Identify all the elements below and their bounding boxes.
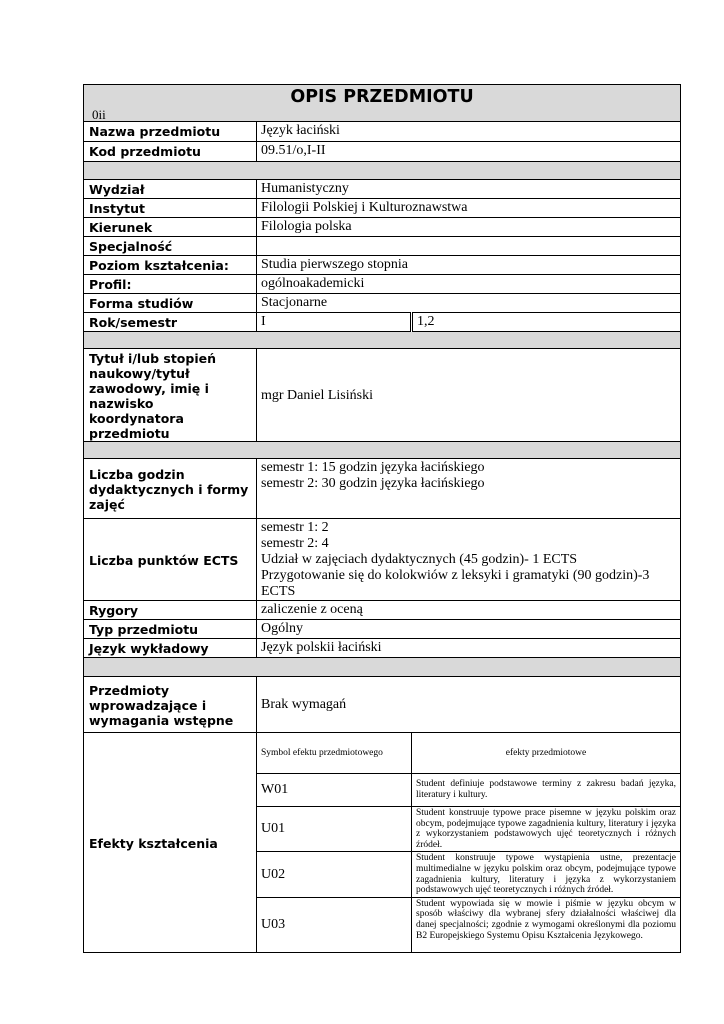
effect-symbol: U03 — [257, 897, 412, 952]
ects-line: semestr 1: 2 — [261, 520, 329, 535]
effect-text: Student konstruuje typowe wystąpienia ustne, prezentacje multimedialne w języku polskim oraz obcym, podejmujące typowe zagadnienia kultury, literatury i języka z wykorzystaniem podstawowych ujęć teoretycznych i różnych źródeł. — [412, 852, 681, 897]
ects-line: Przygotowanie się do kolokwiów z leksyki i gramatyki (90 godzin)-3 ECTS — [261, 568, 650, 599]
value-nazwa: Język łaciński — [257, 122, 681, 142]
value-koordynator: mgr Daniel Lisiński — [257, 349, 681, 442]
label-kod: Kod przedmiotu — [84, 142, 257, 162]
label-typ: Typ przedmiotu — [84, 620, 257, 639]
label-jezyk: Język wykładowy — [84, 639, 257, 658]
value-wprowadzajace: Brak wymagań — [257, 677, 681, 733]
value-forma: Stacjonarne — [257, 294, 681, 313]
value-rygory: zaliczenie z oceną — [257, 601, 681, 620]
course-description-table — [83, 84, 681, 953]
label-forma: Forma studiów — [84, 294, 257, 313]
effect-text: Student wypowiada się w mowie i piśmie w języku obcym w sposób właściwy dla wybranej sfery działalności właściwej dla danej specjalności; zgodnie z wymogami określonymi dla poziomu B2 Europejskiego Systemu Opisu Kształcenia Językowego. — [412, 897, 681, 952]
label-instytut: Instytut — [84, 199, 257, 218]
label-kierunek: Kierunek — [84, 218, 257, 237]
separator — [84, 162, 681, 180]
value-typ: Ogólny — [257, 620, 681, 639]
label-wydzial: Wydział — [84, 180, 257, 199]
title-row — [84, 85, 681, 122]
value-rok: I — [257, 313, 412, 332]
label-efekty: Efekty kształcenia — [84, 733, 257, 953]
value-jezyk: Język polskii łaciński — [257, 639, 681, 658]
row-kod — [84, 142, 681, 162]
effect-symbol: U02 — [257, 852, 412, 897]
label-wprowadzajace: Przedmioty wprowadzające i wymagania wstępne — [84, 677, 257, 733]
value-specjalnosc — [257, 237, 681, 256]
godziny-line: semestr 1: 15 godzin języka łacińskiego — [261, 460, 485, 475]
label-godziny: Liczba godzin dydaktycznych i formy zajęć — [84, 459, 257, 519]
effect-text: Student definiuje podstawowe terminy z zakresu badań języka, literatury i kultury. — [412, 774, 681, 807]
label-nazwa: Nazwa przedmiotu — [84, 122, 257, 142]
godziny-line: semestr 2: 30 godzin języka łacińskiego — [261, 476, 485, 491]
header-effects: efekty przedmiotowe — [412, 733, 681, 774]
document-page — [83, 84, 680, 953]
value-kod: 09.51/o,I-II — [257, 142, 681, 162]
document-title: OPIS PRZEDMIOTU — [290, 87, 474, 107]
label-poziom: Poziom kształcenia: — [84, 256, 257, 275]
value-ects — [257, 519, 681, 601]
row-nazwa — [84, 122, 681, 142]
separator — [84, 658, 681, 677]
value-kierunek: Filologia polska — [257, 218, 681, 237]
separator — [84, 332, 681, 349]
value-godziny — [257, 459, 681, 519]
ects-line: Udział w zajęciach dydaktycznych (45 godzin)- 1 ECTS — [261, 552, 578, 567]
label-rygory: Rygory — [84, 601, 257, 620]
label-rok: Rok/semestr — [84, 313, 257, 332]
value-instytut: Filologii Polskiej i Kulturoznawstwa — [257, 199, 681, 218]
value-wydzial: Humanistyczny — [257, 180, 681, 199]
value-profil: ogólnoakademicki — [257, 275, 681, 294]
header-symbol: Symbol efektu przedmiotowego — [257, 733, 412, 774]
value-semestr: 1,2 — [412, 313, 681, 332]
effect-symbol: U01 — [257, 807, 412, 852]
effect-text: Student konstruuje typowe prace pisemne w języku polskim oraz obcym, podejmujące typowe zagadnienia kultury, literatury i języka z wykorzystaniem podstawowych ujęć teoretycznych i różnych źródeł. — [412, 807, 681, 852]
ects-line: semestr 2: 4 — [261, 536, 329, 551]
effect-symbol: W01 — [257, 774, 412, 807]
code-note: 0ii — [92, 107, 106, 122]
label-profil: Profil: — [84, 275, 257, 294]
label-koordynator: Tytuł i/lub stopień naukowy/tytuł zawodowy, imię i nazwisko koordynatora przedmiotu — [84, 349, 257, 442]
separator — [84, 442, 681, 459]
value-poziom: Studia pierwszego stopnia — [257, 256, 681, 275]
label-ects: Liczba punktów ECTS — [84, 519, 257, 601]
label-specjalnosc: Specjalność — [84, 237, 257, 256]
